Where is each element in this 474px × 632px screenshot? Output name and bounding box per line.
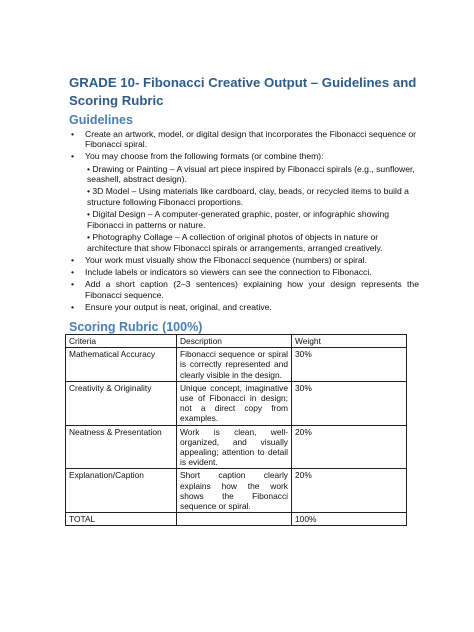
table-row xyxy=(66,469,407,513)
table-row xyxy=(66,348,407,382)
rubric-heading: Scoring Rubric (100%) xyxy=(69,320,203,334)
format-item: • 3D Model – Using materials like cardboard, clay, beads, or recycled items to build a structure following Fibonacci proportions. xyxy=(87,186,409,207)
criteria-cell: Neatness & Presentation xyxy=(66,425,177,469)
criteria-cell: Mathematical Accuracy xyxy=(66,348,177,382)
criteria-cell: Explanation/Caption xyxy=(66,469,177,513)
description-cell: Fibonacci sequence or spiral is correctly represented and clearly visible in the design. xyxy=(177,348,292,382)
guideline-text: Include labels or indicators so viewers can see the connection to Fibonacci. xyxy=(85,266,372,277)
guideline-item xyxy=(69,279,419,300)
guideline-item xyxy=(69,302,419,313)
guideline-text: Your work must visually show the Fibonacci sequence (numbers) or spiral. xyxy=(85,254,367,265)
bullet-icon: • xyxy=(71,279,75,290)
weight-cell: 30% xyxy=(292,381,407,425)
bullet-icon: • xyxy=(71,151,75,162)
bullet-icon: • xyxy=(71,254,75,265)
total-label: TOTAL xyxy=(66,513,177,526)
guideline-text: Add a short caption (2–3 sentences) explaining how your design represents the Fibonacci sequence. xyxy=(85,279,419,300)
scoring-rubric-table xyxy=(65,334,407,526)
total-row xyxy=(66,513,407,526)
description-cell: Unique concept, imaginative use of Fibonacci in design; not a direct copy from examples. xyxy=(177,381,292,425)
format-item: • Drawing or Painting – A visual art piece inspired by Fibonacci spirals (e.g., sunflower, seashell, abstract design). xyxy=(87,163,415,185)
guideline-text: You may choose from the following formats (or combine them): xyxy=(85,151,324,162)
guideline-text: Ensure your output is neat, original, and creative. xyxy=(85,301,272,312)
description-cell: Work is clean, well-organized, and visually appealing; attention to detail is evident. xyxy=(177,425,292,469)
criteria-cell: Creativity & Originality xyxy=(66,381,177,425)
format-item: • Photography Collage – A collection of original photos of objects in nature or architecture that show Fibonacci spirals or arrangements, arranged creatively. xyxy=(87,231,383,253)
table-header-row xyxy=(66,335,407,348)
bullet-icon: • xyxy=(71,301,75,312)
table-row xyxy=(66,425,407,469)
table-row xyxy=(66,381,407,425)
weight-cell: 30% xyxy=(292,348,407,382)
column-header-weight: Weight xyxy=(292,335,407,348)
format-item: • Digital Design – A computer-generated graphic, poster, or infographic showing Fibonacci in patterns or nature. xyxy=(87,209,390,230)
weight-cell: 20% xyxy=(292,469,407,513)
total-weight: 100% xyxy=(292,513,407,526)
column-header-description: Description xyxy=(177,335,292,348)
guideline-text: Create an artwork, model, or digital design that incorporates the Fibonacci sequence or Fibonacci spiral. xyxy=(85,128,417,150)
total-description xyxy=(177,513,292,526)
guideline-item xyxy=(69,129,419,150)
guidelines-heading: Guidelines xyxy=(69,113,133,127)
guideline-item xyxy=(69,151,419,162)
guidelines-list xyxy=(69,127,419,312)
bullet-icon: • xyxy=(71,128,75,139)
bullet-icon: • xyxy=(71,266,75,277)
weight-cell: 20% xyxy=(292,425,407,469)
document-title: GRADE 10- Fibonacci Creative Output – Guidelines and Scoring Rubric xyxy=(69,75,417,108)
guideline-item xyxy=(69,255,419,266)
description-cell: Short caption clearly explains how the work shows the Fibonacci sequence or spiral. xyxy=(177,469,292,513)
column-header-criteria: Criteria xyxy=(66,335,177,348)
guideline-item xyxy=(69,267,419,278)
